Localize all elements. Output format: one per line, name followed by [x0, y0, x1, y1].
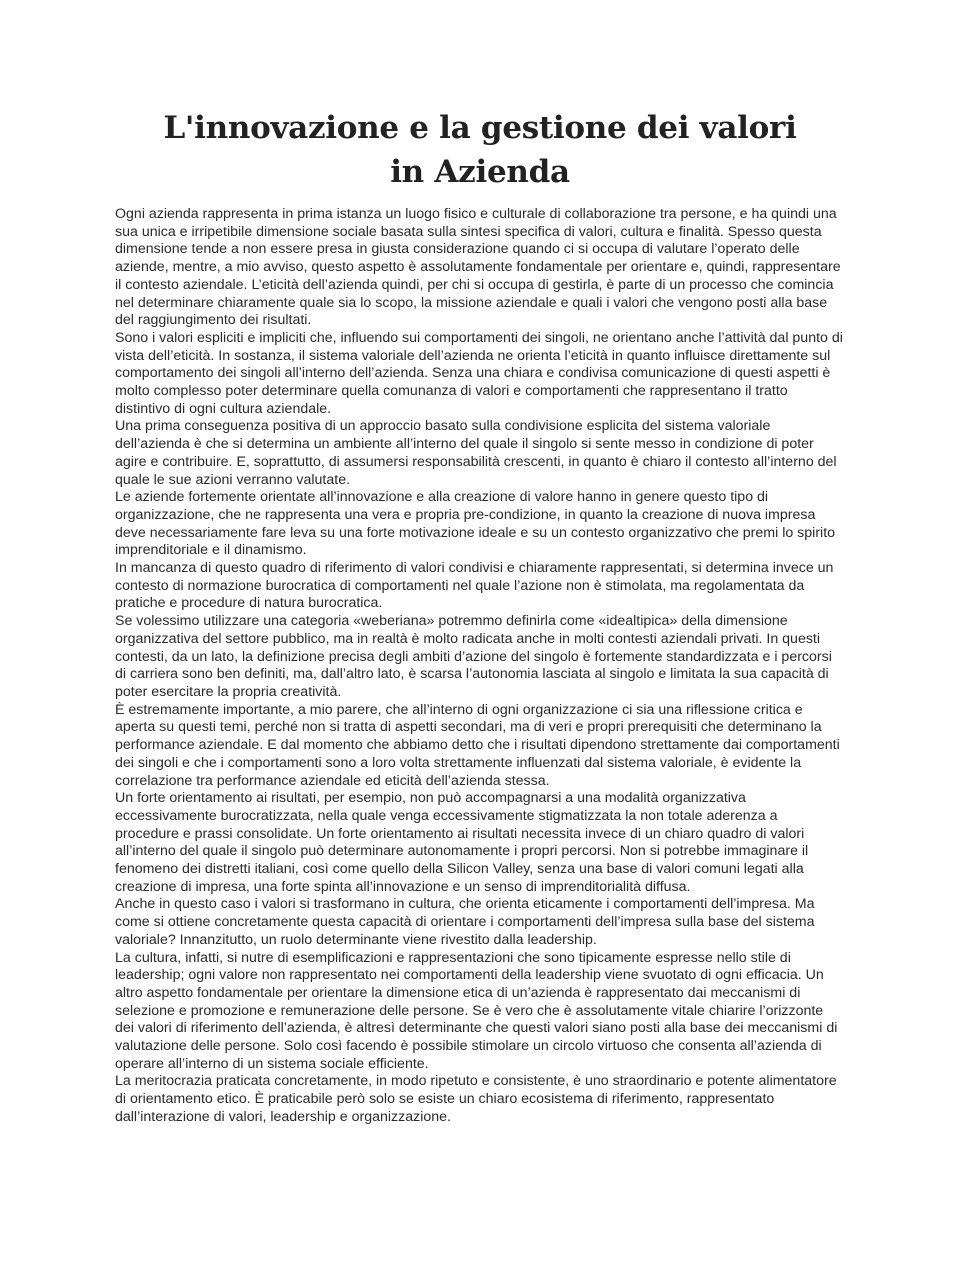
paragraph: È estremamente importante, a mio parere, che all’interno di ogni organizzazione ci sia una riflessione critica e aperta su questi temi, perché non si tratta di aspetti secondari, ma di veri e propri prerequisiti che determinano la performance aziendale. E dal momento che abbiamo detto che i risultati dipendono strettamente dai comportamenti dei singoli e che i comportamenti sono a loro volta strettamente influenzati dal sistema valoriale, è evidente la correlazione tra performance aziendale ed eticità dell’azienda stessa.: [115, 701, 840, 789]
paragraph: La cultura, infatti, si nutre di esemplificazioni e rappresentazioni che sono tipicamente espresse nello stile di leadership; ogni valore non rappresentato nei comportamenti della leadership viene svuotato di ogni efficacia. Un altro aspetto fondamentale per orientare la dimensione etica di un’azienda è rappresentato dai meccanismi di selezione e promozione e remunerazione delle persone. Se è vero che è assolutamente vitale chiarire l’orizzonte dei valori di riferimento dell’azienda, è altresì determinante che questi valori siano posti alla base dei meccanismi di valutazione delle persone. Solo così facendo è possibile stimolare un circolo virtuoso che consenta all’azienda di operare all’interno di un sistema sociale efficiente.: [115, 949, 838, 1072]
paragraph: Le aziende fortemente orientate all’innovazione e alla creazione di valore hanno in genere questo tipo di organizzazione, che ne rappresenta una vera e propria pre-condizione, in quanto la creazione di nuova impresa deve necessariamente fare leva su una forte motivazione ideale e su un contesto organizzativo che premi lo spirito imprenditoriale e il dinamismo.: [115, 489, 836, 559]
article-body: [115, 206, 843, 1127]
paragraph: Se volessimo utilizzare una categoria «weberiana» potremmo definirla come «idealtipica» della dimensione organizzativa del settore pubblico, ma in realtà è molto radicata anche in molti contesti aziendali privati. In questi contesti, da un lato, la definizione precisa degli ambiti d’azione del singolo è fortemente standardizzata e i percorsi di carriera sono ben definiti, ma, dall’altro lato, è scarsa l’autonomia lasciata al singolo e limitata la sua capacità di poter esercitare la propria creatività.: [115, 613, 832, 700]
paragraph: La meritocrazia praticata concretamente, in modo ripetuto e consistente, è uno straordinario e potente alimentatore di orientamento etico. È praticabile però solo se esiste un chiaro ecosistema di riferimento, rappresentato dall’interazione di valori, leadership e organizzazione.: [115, 1073, 837, 1125]
paragraph: Sono i valori espliciti e impliciti che, influendo sui comportamenti dei singoli, ne orientano anche l’attività dal punto di vista dell’eticità. In sostanza, il sistema valoriale dell’azienda ne orienta l’eticità in quanto influisce direttamente sul comportamento dei singoli all’interno dell’azienda. Senza una chiara e condivisa comunicazione di questi aspetti è molto complesso poter determinare quella comunanza di valori e comportamenti che rappresentano il tratto distintivo di ogni cultura aziendale.: [115, 329, 843, 417]
page-title: [0, 106, 960, 194]
paragraph: Un forte orientamento ai risultati, per esempio, non può accompagnarsi a una modalità organizzativa eccessivamente burocratizzata, nella quale venga eccessivamente stigmatizzata la non totale aderenza a procedure e prassi consolidate. Un forte orientamento ai risultati necessita invece di un chiaro quadro di valori all’interno del quale il singolo può determinare autonomamente i propri percorsi. Non si potrebbe immaginare il fenomeno dei distretti italiani, così come quello della Silicon Valley, senza una base di valori comuni legati alla creazione di impresa, una forte spinta all’innovazione e un senso di imprenditorialità diffusa.: [115, 790, 809, 895]
title-line-2: in Azienda: [390, 154, 570, 190]
paragraph: In mancanza di questo quadro di riferimento di valori condivisi e chiaramente rappresentati, si determina invece un contesto di normazione burocratica di comportamenti nel quale l’azione non è stimolata, ma regolamentata da pratiche e procedure di natura burocratica.: [115, 560, 834, 612]
title-line-1: L'innovazione e la gestione dei valori: [163, 110, 797, 146]
paragraph: Anche in questo caso i valori si trasformano in cultura, che orienta eticamente i comportamenti dell’impresa. Ma come si ottiene concretamente questa capacità di orientare i comportamenti dell’impresa sulla base del sistema valoriale? Innanzitutto, un ruolo determinante viene rivestito dalla leadership.: [115, 896, 815, 948]
paragraph: Ogni azienda rappresenta in prima istanza un luogo fisico e culturale di collaborazione tra persone, e ha quindi una sua unica e irripetibile dimensione sociale basata sulla sintesi specifica di valori, cultura e finalità. Spesso questa dimensione tende a non essere presa in giusta considerazione quando ci si occupa di valutare l’operato delle aziende, mentre, a mio avviso, questo aspetto è assolutamente fondamentale per orientare e, quindi, rappresentare il contesto aziendale. L’eticità dell’azienda quindi, per chi si occupa di gestirla, è parte di un processo che comincia nel determinare chiaramente quale sia lo scopo, la missione aziendale e quali i valori che vengono posti alla base del raggiungimento dei risultati.: [115, 206, 841, 329]
paragraph: Una prima conseguenza positiva di un approccio basato sulla condivisione esplicita del sistema valoriale dell’azienda è che si determina un ambiente all’interno del quale il singolo si sente messo in condizione di poter agire e contribuire. E, soprattutto, di assumersi responsabilità crescenti, in quanto è chiaro il contesto all’interno del quale le sue azioni verranno valutate.: [115, 418, 837, 488]
